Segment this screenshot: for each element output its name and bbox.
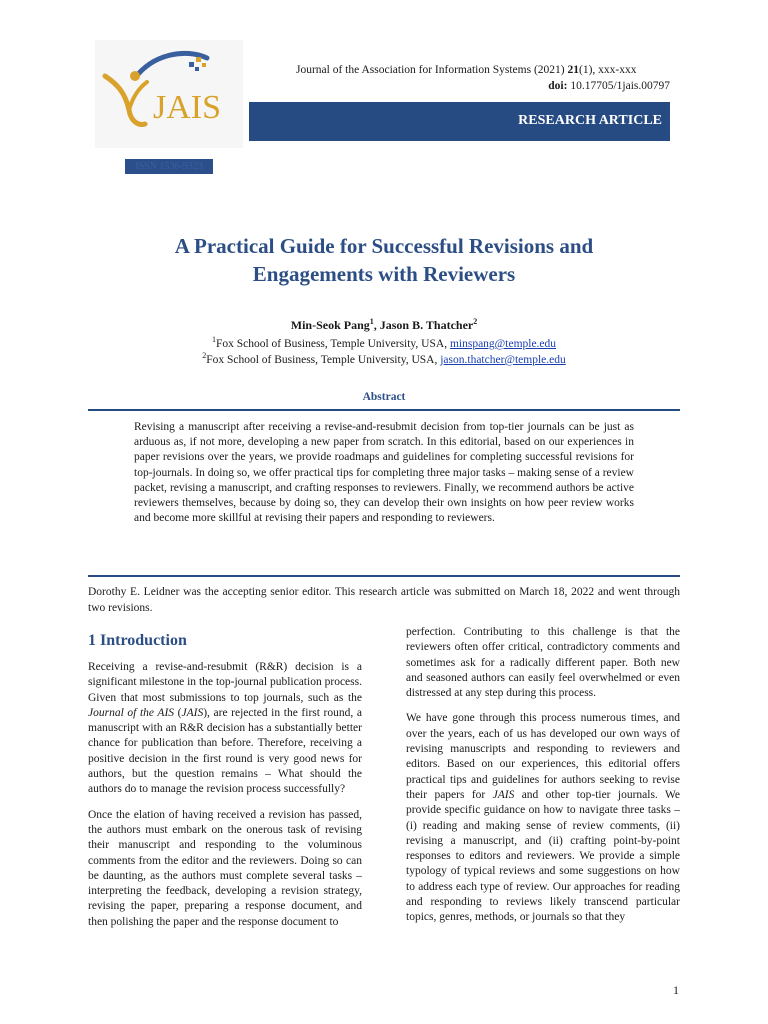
journal-logo — [95, 40, 243, 148]
author-name: Jason B. Thatcher — [379, 318, 474, 332]
text-run: ), are rejected in the first round, a manuscript with an R&R decision has a substantially better chance for publication than before. Therefore, receiving a positive decision in the first round is very good news for authors, but the question remains – What should the authors do to manage the revision process successfully? — [88, 706, 362, 796]
doi-value: 10.17705/1jais.00797 — [567, 80, 670, 92]
abstract-body: Revising a manuscript after receiving a revise-and-resubmit decision from top-tier journals can be just as arduous as, if not more, developing a new paper from scratch. In this editorial, based on our experiences in paper revisions over the years, we provide roadmaps and guidelines for completing successful revisions for top-journals. In doing so, we offer practical tips for completing three major tasks – making sense of a review packet, revising a manuscript, and crafting responses to reviewers. Finally, we recommend authors be active reviewers themselves, because by doing so, they can develop their own insights on how peer review works and become more skillful at revising their papers and responding to reviewers. — [134, 421, 634, 525]
journal-name: Journal of the Association for Information Systems (2021) — [296, 64, 568, 76]
email-link[interactable]: jason.thatcher@temple.edu — [440, 354, 566, 366]
article-type-banner — [249, 102, 670, 141]
paragraph: Once the elation of having received a revision has passed, the authors must embark on the onerous task of revising their manuscript and responding to the voluminous comments from the editor and the reviewers. Doing so can be daunting, as the authors must complete several tasks – interpreting the feedback, developing a revision strategy, revising the paper, preparing a response document, and then polishing the paper and the response document to — [88, 808, 362, 928]
title-line-1: A Practical Guide for Successful Revisions and — [174, 234, 594, 258]
text-run: We have gone through this process numerous times, and over the years, each of us has developed our own ways of revising manuscripts and responding to reviewers and editors. Based on our experiences, this editorial offers practical tips and guidelines for authors seeking to revise their papers for — [406, 712, 680, 801]
italic-text: JAIS — [181, 706, 204, 719]
affiliation-mark: 2 — [202, 351, 207, 361]
affiliation-mark: 1 — [211, 335, 216, 345]
text-run: Receiving a revise-and-resubmit (R&R) decision is a significant milestone in the top-journal publication process. Given that most submissions to top journals, such as the — [88, 661, 362, 704]
italic-text: Journal of the AIS — [88, 706, 175, 719]
affiliation-text: Fox School of Business, Temple University, USA, — [206, 354, 441, 366]
logo-figure-head — [130, 71, 140, 81]
logo-wordmark: JAIS — [153, 89, 222, 126]
divider — [88, 409, 680, 411]
author-name: Min-Seok Pang — [290, 318, 370, 332]
italic-text: JAIS — [492, 788, 515, 801]
page-number: 1 — [673, 983, 679, 997]
doi-label: doi: — [548, 80, 568, 92]
right-column — [406, 625, 680, 936]
paragraph — [406, 711, 680, 925]
journal-citation — [296, 64, 637, 76]
divider — [88, 575, 680, 577]
text-run: and other top-tier journals. We provide specific guidance on how to navigate three tasks – (i) reading and making sense of review comments, (ii) revising a manuscript, and (ii) crafting point-by-point responses to editors and reviewers. We provide a simple typology of typical reviews and some suggestions on how to address each type of review. Our approaches for reading and responding to reviews likely transcend particular topics, genres, methods, or journals so that they — [406, 788, 680, 924]
author-affiliation-mark: 1 — [369, 317, 374, 326]
affiliation-2 — [100, 351, 668, 366]
section-heading: 1 Introduction — [88, 632, 187, 649]
abstract-heading: Abstract — [362, 391, 406, 403]
issn-badge: ISSN 1536-9323 — [125, 159, 213, 174]
logo-figure-gold — [105, 76, 145, 124]
editor-note: Dorothy E. Leidner was the accepting senior editor. This research article was submitted on March 18, 2022 and went through two revisions. — [88, 586, 680, 614]
title-line-2: Engagements with Reviewers — [252, 262, 516, 286]
email-link[interactable]: minspang@temple.edu — [449, 338, 557, 350]
article-type-label: RESEARCH ARTICLE — [518, 113, 662, 128]
article-title — [100, 232, 668, 288]
author-list — [100, 318, 668, 333]
affiliation-1 — [100, 335, 668, 350]
author-separator: , — [373, 318, 380, 332]
paragraph: perfection. Contributing to this challenge is that the reviewers often offer critical, contradictory comments and sometimes ask for a radically different paper. Both new and seasoned authors can easily feel overwhelmed or even distressed at any step during this process. — [406, 626, 680, 700]
journal-volume: 21 — [567, 64, 579, 76]
jais-logo-icon — [95, 40, 243, 148]
text-run: ( — [174, 706, 182, 719]
left-column — [88, 660, 362, 940]
paragraph — [88, 660, 362, 798]
journal-issue-pages: (1), xxx-xxx — [579, 64, 637, 76]
affiliation-text: Fox School of Business, Temple University, USA, — [215, 338, 450, 350]
doi-line — [548, 80, 670, 92]
author-affiliation-mark: 2 — [473, 317, 478, 326]
